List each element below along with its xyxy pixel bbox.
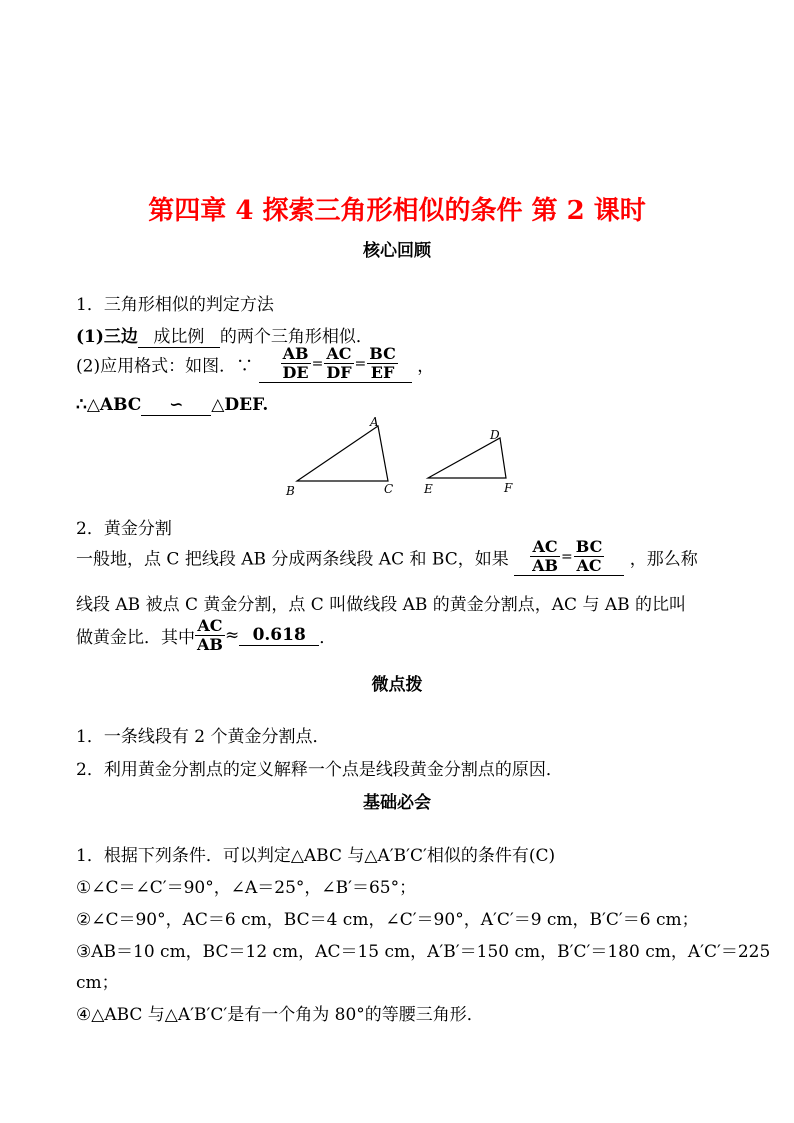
core-item2-line2: 线段 AB 被点 C 黄金分割，点 C 叫做线段 AB 的黄金分割点，AC 与 AB 的比叫 [76, 595, 687, 615]
answer-blank-golden-value: 0.618 [239, 625, 319, 646]
option-4: ④△ABC 与△A′B′C′是有一个角为 80°的等腰三角形． [76, 1005, 484, 1025]
page-title: 第四章 4 探索三角形相似的条件 第 2 课时 [148, 196, 646, 226]
core-item1-2 [76, 345, 434, 383]
item1-1-pre: (1)三边 [76, 327, 138, 347]
answer-blank-proportional: 成比例 [138, 327, 220, 348]
section-tips-heading: 微点拨 [371, 675, 423, 695]
fraction-bc-ef [367, 345, 398, 382]
frac-num: AC [530, 538, 560, 557]
core-item1-heading: 1．三角形相似的判定方法 [76, 295, 274, 315]
tip-line-2: 2．利用黄金分割点的定义解释一个点是线段黄金分割点的原因． [76, 760, 563, 780]
fraction-ac-df [324, 345, 353, 382]
question-1: 1．根据下列条件．可以判定△ABC 与△A′B′C′相似的条件有(C) [76, 846, 556, 866]
equals-sign: = [561, 548, 573, 565]
option-3-line-a: ③AB＝10 cm，BC＝12 cm，AC＝15 cm，A′B′＝150 cm，B′C′＝180 cm，A′C′＝225 [76, 942, 771, 962]
frac-num: BC [575, 537, 603, 556]
item1-2-post: ， [417, 356, 435, 377]
approx-sign: ≈ [224, 625, 240, 646]
golden-ratio-blank [514, 538, 624, 576]
frac-den: AB [197, 635, 223, 654]
triangle-def [428, 438, 506, 478]
item2-l1-pre: 一般地，点 C 把线段 AB 分成两条线段 AC 和 BC，如果 [76, 549, 509, 570]
frac-den: DF [326, 363, 352, 382]
equals-sign: = [311, 355, 324, 372]
core-item2-heading: 2．黄金分割 [76, 519, 172, 539]
fraction-ac-ab [530, 538, 560, 575]
fraction-ab-de [281, 345, 311, 382]
core-therefore-line [76, 395, 268, 416]
label-a: A [370, 415, 379, 429]
tip-line-1: 1．一条线段有 2 个黄金分割点． [76, 727, 330, 747]
item1-2-pre: (2)应用格式：如图．∵ [76, 356, 254, 377]
item2-l1-post: ，那么称 [629, 549, 698, 570]
ratio-blank [259, 345, 412, 383]
fraction-ac-ab-ratio [195, 617, 225, 654]
label-b: B [286, 484, 295, 498]
therefore-post: △DEF. [211, 395, 269, 415]
core-item2-line3 [76, 617, 336, 654]
frac-num: AC [195, 617, 225, 636]
frac-num: AB [281, 345, 311, 364]
core-item2-line1 [76, 538, 698, 576]
option-1: ①∠C＝∠C′＝90°，∠A＝25°，∠B′＝65°； [76, 878, 417, 898]
item1-1-post: 的两个三角形相似． [219, 327, 373, 347]
frac-den: AC [576, 556, 602, 575]
triangle-abc [297, 426, 388, 481]
triangles-figure [280, 414, 530, 498]
label-c: C [384, 482, 394, 496]
frac-den: AB [532, 556, 559, 575]
label-d: D [490, 428, 500, 442]
section-core-heading: 核心回顾 [363, 241, 431, 261]
option-3-line-b: cm； [76, 973, 119, 993]
answer-blank-similar: ∽ [141, 395, 211, 416]
therefore-pre: ∴△ABC [76, 395, 142, 415]
frac-den: DE [282, 363, 309, 382]
frac-num: BC [369, 344, 396, 363]
option-2: ②∠C＝90°，AC＝6 cm，BC＝4 cm，∠C′＝90°，A′C′＝9 cm，B′C′＝6 cm； [76, 910, 699, 930]
frac-num: AC [324, 345, 353, 364]
item2-l3-pre: 做黄金比．其中 [76, 628, 195, 648]
label-e: E [424, 482, 433, 496]
equals-sign: = [354, 355, 367, 372]
section-basics-heading: 基础必会 [363, 793, 431, 813]
label-f: F [504, 481, 513, 495]
fraction-bc-ac [574, 538, 605, 575]
item2-l3-post: ． [319, 628, 337, 648]
frac-den: EF [370, 363, 395, 382]
